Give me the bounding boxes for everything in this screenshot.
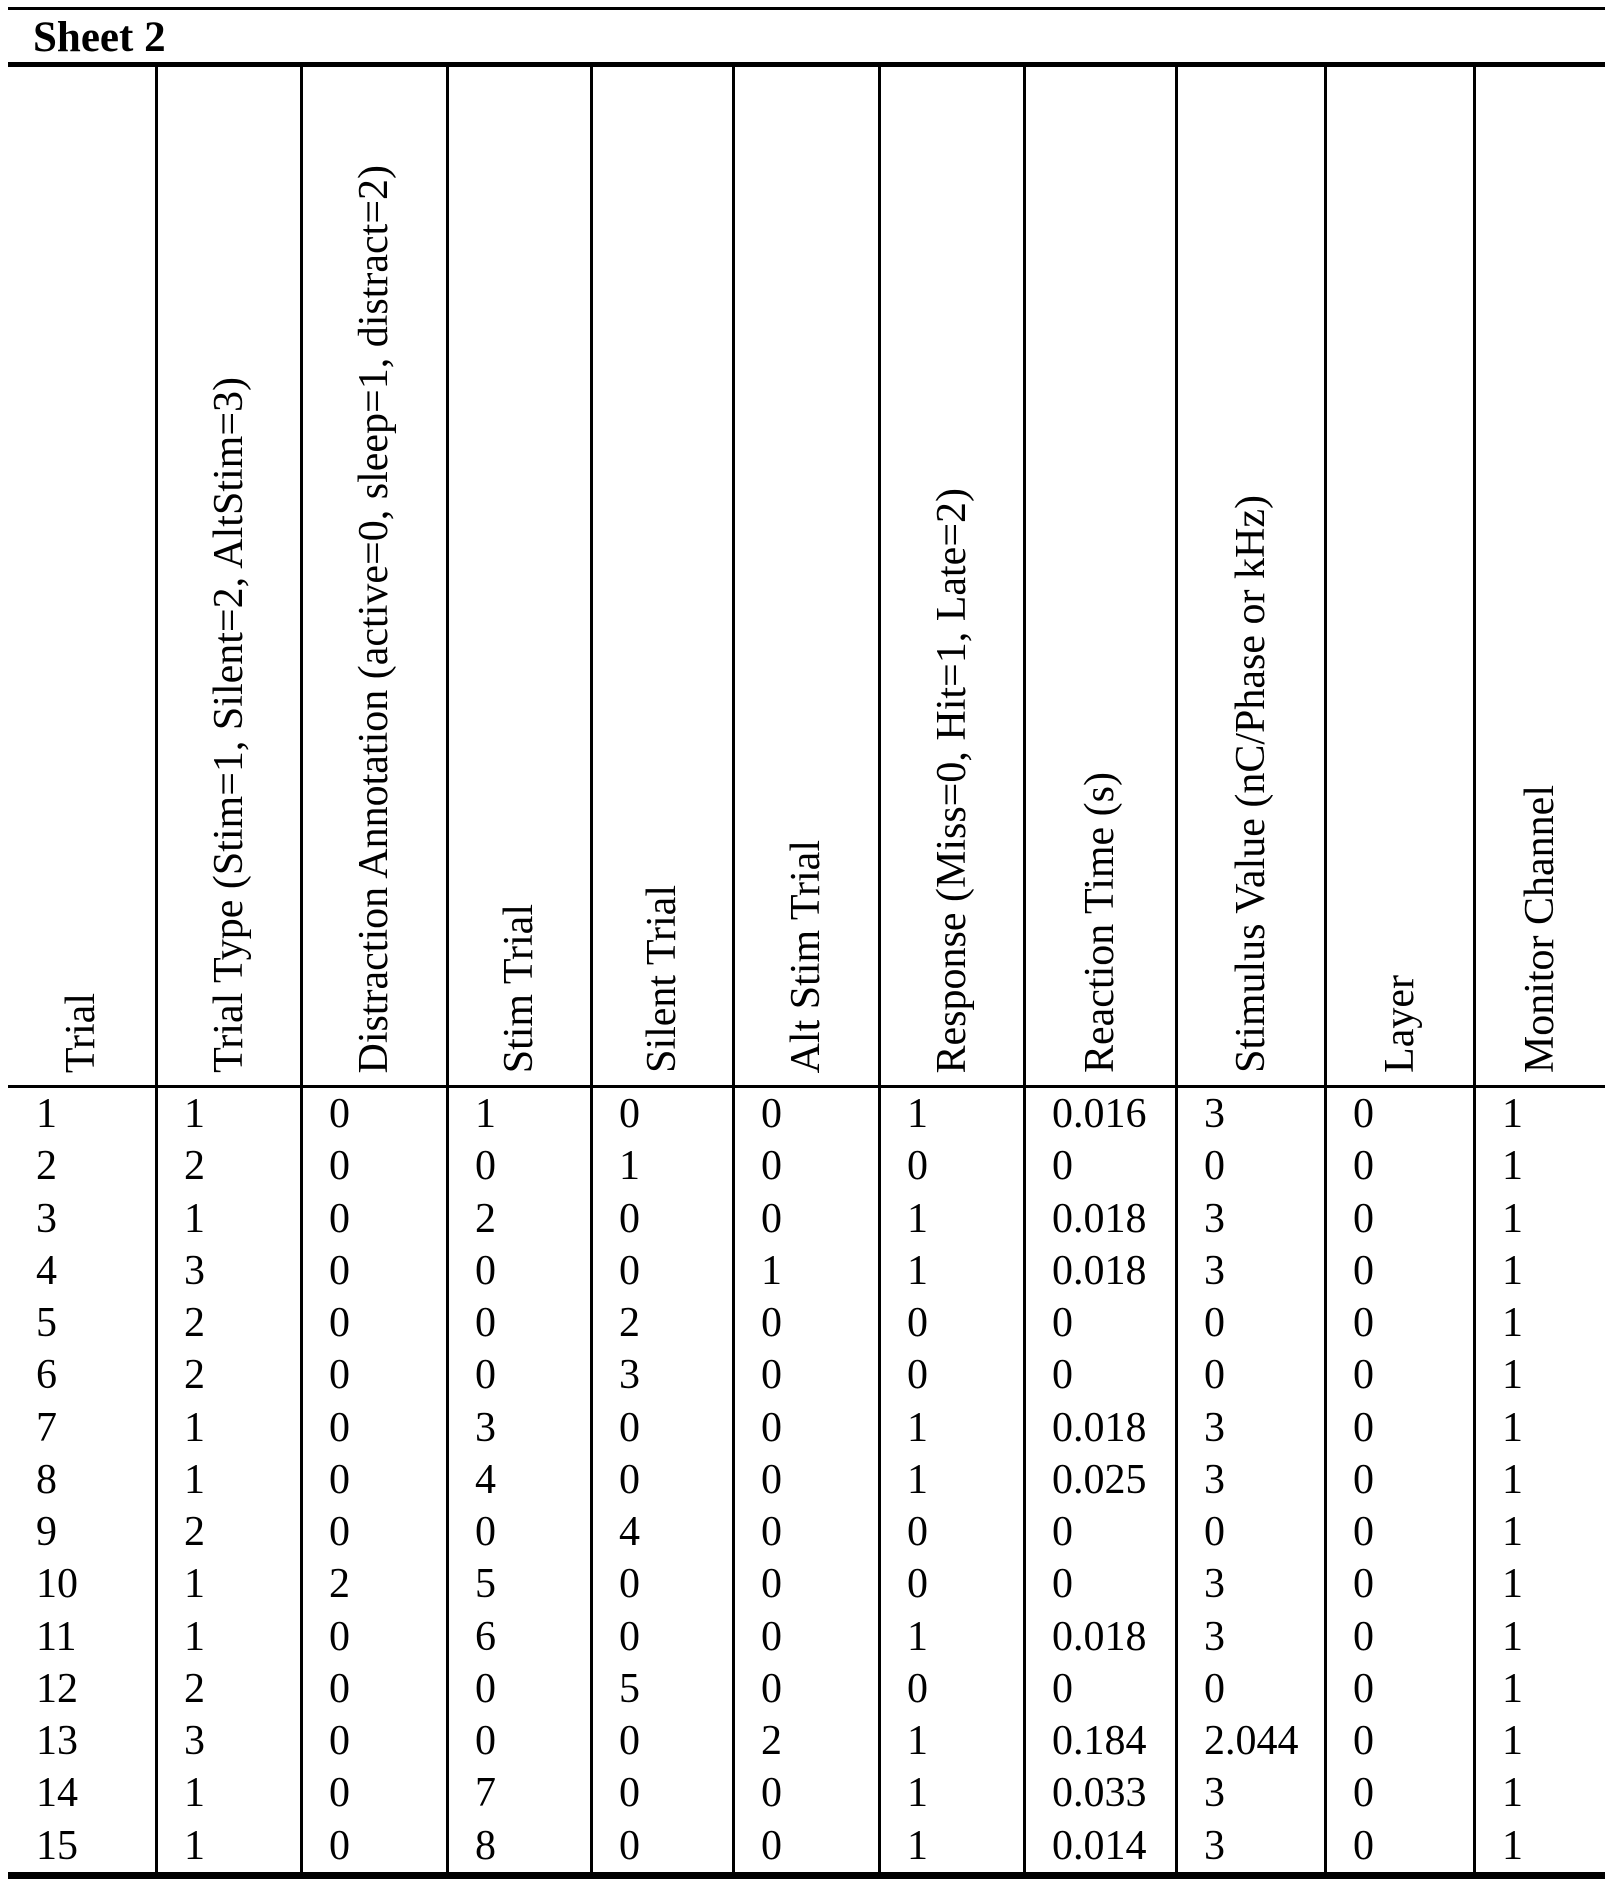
table-cell: 0: [329, 1195, 350, 1242]
table-cell: 3: [475, 1404, 496, 1451]
column-header-cell: [449, 67, 590, 1085]
table-cell: 0: [619, 1718, 640, 1765]
table-cell: 0: [619, 1561, 640, 1608]
table-cell: 2: [184, 1509, 205, 1556]
column-header-label: Trial: [58, 992, 105, 1073]
table-cell: 0: [329, 1822, 350, 1869]
table-cell: 0: [761, 1822, 782, 1869]
table-cell: 0: [1353, 1822, 1374, 1869]
table-column-1: [8, 67, 155, 1872]
table-cell: 0: [329, 1091, 350, 1137]
column-header-cell: [593, 67, 732, 1085]
table-cell: 4: [619, 1509, 640, 1556]
table-cell: 5: [619, 1665, 640, 1712]
table-cell: 0: [329, 1352, 350, 1399]
table-cell: 0: [761, 1195, 782, 1242]
table-cell: 13: [36, 1718, 78, 1765]
table-cell: 3: [1204, 1091, 1225, 1137]
column-header-cell: [8, 67, 155, 1085]
table-cell: 1: [1502, 1718, 1523, 1765]
table-cell: 0: [619, 1195, 640, 1242]
table-cell: 2: [619, 1300, 640, 1347]
table-cell: 0: [475, 1247, 496, 1294]
table-cell: 0.018: [1052, 1247, 1147, 1294]
table-cell: 0: [1052, 1143, 1073, 1190]
table-cell: 1: [184, 1456, 205, 1503]
table-cell: 0: [907, 1665, 928, 1712]
table-cell: 3: [36, 1195, 57, 1242]
table-cell: 0.184: [1052, 1718, 1147, 1765]
column-header-cell: [1327, 67, 1473, 1085]
table-cell: 0: [329, 1404, 350, 1451]
table-cell: 1: [1502, 1195, 1523, 1242]
table-cell: 0.018: [1052, 1195, 1147, 1242]
table-column-10: [1324, 67, 1473, 1872]
table-cell: 0: [1052, 1509, 1073, 1556]
table-column-4: [446, 67, 590, 1872]
table-cell: 0: [329, 1613, 350, 1660]
table-cell: 0: [1353, 1143, 1374, 1190]
table-column-11: [1473, 67, 1605, 1872]
table-cell: 0: [329, 1665, 350, 1712]
table-cell: 9: [36, 1509, 57, 1556]
table-cell: 1: [907, 1822, 928, 1869]
table-cell: 1: [1502, 1509, 1523, 1556]
table-cell: 0: [907, 1352, 928, 1399]
table-cell: 1: [1502, 1456, 1523, 1503]
column-header-label: Stim Trial: [496, 903, 543, 1073]
table-cell: 0: [1353, 1352, 1374, 1399]
table-cell: 0: [1204, 1352, 1225, 1399]
column-header-label: Distraction Annotation (active=0, sleep=1, distract=2): [351, 164, 398, 1073]
table-cell: 1: [907, 1404, 928, 1451]
table-column-5: [590, 67, 732, 1872]
data-table: [8, 67, 1605, 1872]
table-cell: 1: [761, 1247, 782, 1294]
table-cell: 3: [184, 1718, 205, 1765]
table-cell: 1: [475, 1091, 496, 1137]
table-cell: 0.016: [1052, 1091, 1147, 1137]
table-cell: 8: [36, 1456, 57, 1503]
table-cell: 3: [1204, 1822, 1225, 1869]
table-cell: 0: [1353, 1456, 1374, 1503]
table-cell: 1: [184, 1561, 205, 1608]
table-cell: 0: [761, 1300, 782, 1347]
column-header-cell: [735, 67, 878, 1085]
table-cell: 1: [907, 1770, 928, 1817]
table-cell: 2.044: [1204, 1718, 1299, 1765]
column-header-cell: [1178, 67, 1324, 1085]
table-cell: 2: [184, 1300, 205, 1347]
table-cell: 0: [329, 1509, 350, 1556]
table-cell: 3: [1204, 1195, 1225, 1242]
column-header-label: Reaction Time (s): [1077, 772, 1124, 1073]
table-cell: 0: [761, 1091, 782, 1137]
table-column-6: [732, 67, 878, 1872]
column-header-label: Silent Trial: [639, 885, 686, 1073]
table-cell: 0: [475, 1300, 496, 1347]
table-cell: 1: [1502, 1561, 1523, 1608]
column-header-label: Alt Stim Trial: [783, 839, 830, 1073]
table-cell: 2: [36, 1143, 57, 1190]
table-cell: 0: [761, 1665, 782, 1712]
table-cell: 0: [761, 1770, 782, 1817]
table-cell: 3: [619, 1352, 640, 1399]
table-cell: 0: [619, 1770, 640, 1817]
table-cell: 0: [619, 1822, 640, 1869]
table-column-9: [1175, 67, 1324, 1872]
table-cell: 5: [36, 1300, 57, 1347]
table-cell: 3: [1204, 1456, 1225, 1503]
table-cell: 1: [1502, 1143, 1523, 1190]
table-cell: 7: [36, 1404, 57, 1451]
table-cell: 1: [1502, 1352, 1523, 1399]
table-cell: 3: [1204, 1770, 1225, 1817]
table-cell: 4: [36, 1247, 57, 1294]
table-cell: 0: [1204, 1665, 1225, 1712]
table-cell: 0.014: [1052, 1822, 1147, 1869]
table-cell: 1: [619, 1143, 640, 1190]
table-cell: 12: [36, 1665, 78, 1712]
table-cell: 0: [761, 1561, 782, 1608]
header-rule: [8, 1085, 1605, 1088]
table-cell: 1: [1502, 1613, 1523, 1660]
table-cell: 0: [475, 1665, 496, 1712]
table-cell: 0: [761, 1143, 782, 1190]
table-cell: 0: [329, 1143, 350, 1190]
table-cell: 0: [475, 1352, 496, 1399]
column-header-cell: [1476, 67, 1605, 1085]
table-cell: 1: [1502, 1665, 1523, 1712]
table-cell: 1: [184, 1613, 205, 1660]
column-header-label: Monitor Channel: [1517, 784, 1564, 1073]
column-header-label: Layer: [1376, 975, 1423, 1073]
table-cell: 1: [907, 1195, 928, 1242]
table-cell: 0: [1353, 1665, 1374, 1712]
table-cell: 0: [1052, 1665, 1073, 1712]
column-header-label: Trial Type (Stim=1, Silent=2, AltStim=3): [205, 377, 252, 1073]
column-header-label: Response (Miss=0, Hit=1, Late=2): [928, 487, 975, 1073]
table-cell: 0: [761, 1613, 782, 1660]
table-cell: 1: [1502, 1091, 1523, 1137]
table-cell: 0: [1052, 1300, 1073, 1347]
table-cell: 2: [761, 1718, 782, 1765]
table-cell: 0: [1204, 1300, 1225, 1347]
table-cell: 0: [1353, 1718, 1374, 1765]
table-cell: 1: [907, 1718, 928, 1765]
table-cell: 11: [36, 1613, 77, 1660]
table-cell: 0: [475, 1143, 496, 1190]
table-cell: 0: [1353, 1561, 1374, 1608]
bottom-rule: [8, 1872, 1605, 1879]
table-cell: 1: [184, 1404, 205, 1451]
table-cell: 0: [1353, 1770, 1374, 1817]
table-cell: 0: [329, 1300, 350, 1347]
table-cell: 0: [1353, 1613, 1374, 1660]
table-cell: 0: [1204, 1509, 1225, 1556]
table-cell: 6: [36, 1352, 57, 1399]
table-cell: 1: [907, 1247, 928, 1294]
table-cell: 1: [907, 1456, 928, 1503]
table-cell: 0: [1052, 1561, 1073, 1608]
table-cell: 2: [184, 1665, 205, 1712]
table-cell: 0: [329, 1718, 350, 1765]
column-header-cell: [881, 67, 1023, 1085]
table-cell: 2: [329, 1561, 350, 1608]
table-cell: 1: [184, 1195, 205, 1242]
table-cell: 0: [907, 1509, 928, 1556]
table-cell: 0: [1204, 1143, 1225, 1190]
table-cell: 0: [329, 1247, 350, 1294]
table-cell: 2: [475, 1195, 496, 1242]
table-column-2: [155, 67, 300, 1872]
table-cell: 3: [1204, 1561, 1225, 1608]
table-cell: 7: [475, 1770, 496, 1817]
table-cell: 0: [619, 1404, 640, 1451]
table-cell: 0: [619, 1247, 640, 1294]
table-cell: 3: [1204, 1247, 1225, 1294]
table-cell: 1: [1502, 1300, 1523, 1347]
table-cell: 0: [619, 1613, 640, 1660]
table-cell: 0: [475, 1509, 496, 1556]
table-cell: 0: [907, 1561, 928, 1608]
table-cell: 10: [36, 1561, 78, 1608]
table-cell: 0.033: [1052, 1770, 1147, 1817]
table-cell: 0.018: [1052, 1404, 1147, 1451]
column-header-cell: [158, 67, 300, 1085]
top-rule: [8, 7, 1605, 10]
table-cell: 0: [619, 1456, 640, 1503]
table-cell: 0: [761, 1509, 782, 1556]
table-cell: 1: [36, 1091, 57, 1137]
column-header-label: Stimulus Value (nC/Phase or kHz): [1227, 495, 1274, 1073]
table-cell: 2: [184, 1143, 205, 1190]
table-cell: 3: [1204, 1613, 1225, 1660]
table-cell: 1: [184, 1770, 205, 1817]
table-cell: 8: [475, 1822, 496, 1869]
table-cell: 0: [907, 1143, 928, 1190]
table-cell: 1: [907, 1091, 928, 1137]
table-cell: 0: [1353, 1247, 1374, 1294]
table-column-7: [878, 67, 1023, 1872]
table-cell: 5: [475, 1561, 496, 1608]
table-cell: 0: [761, 1456, 782, 1503]
table-cell: 1: [184, 1091, 205, 1137]
table-cell: 0: [1353, 1509, 1374, 1556]
table-cell: 0: [1353, 1404, 1374, 1451]
table-cell: 1: [1502, 1247, 1523, 1294]
table-cell: 14: [36, 1770, 78, 1817]
table-cell: 3: [1204, 1404, 1225, 1451]
column-header-cell: [303, 67, 446, 1085]
table-cell: 15: [36, 1822, 78, 1869]
table-cell: 0: [1353, 1195, 1374, 1242]
table-cell: 3: [184, 1247, 205, 1294]
table-cell: 1: [1502, 1404, 1523, 1451]
table-cell: 1: [1502, 1770, 1523, 1817]
table-cell: 0: [619, 1091, 640, 1137]
table-cell: 0: [1353, 1300, 1374, 1347]
table-cell: 0: [329, 1770, 350, 1817]
table-cell: 1: [1502, 1822, 1523, 1869]
table-cell: 1: [184, 1822, 205, 1869]
table-column-3: [300, 67, 446, 1872]
table-cell: 0: [761, 1404, 782, 1451]
table-cell: 0: [907, 1300, 928, 1347]
sheet-title: Sheet 2: [33, 14, 166, 61]
table-column-8: [1023, 67, 1175, 1872]
table-cell: 1: [907, 1613, 928, 1660]
table-cell: 0.025: [1052, 1456, 1147, 1503]
column-header-cell: [1026, 67, 1175, 1085]
table-cell: 2: [184, 1352, 205, 1399]
table-cell: 0.018: [1052, 1613, 1147, 1660]
table-cell: 0: [329, 1456, 350, 1503]
table-cell: 4: [475, 1456, 496, 1503]
table-cell: 0: [761, 1352, 782, 1399]
table-cell: 0: [475, 1718, 496, 1765]
table-cell: 0: [1353, 1091, 1374, 1137]
table-cell: 6: [475, 1613, 496, 1660]
table-cell: 0: [1052, 1352, 1073, 1399]
